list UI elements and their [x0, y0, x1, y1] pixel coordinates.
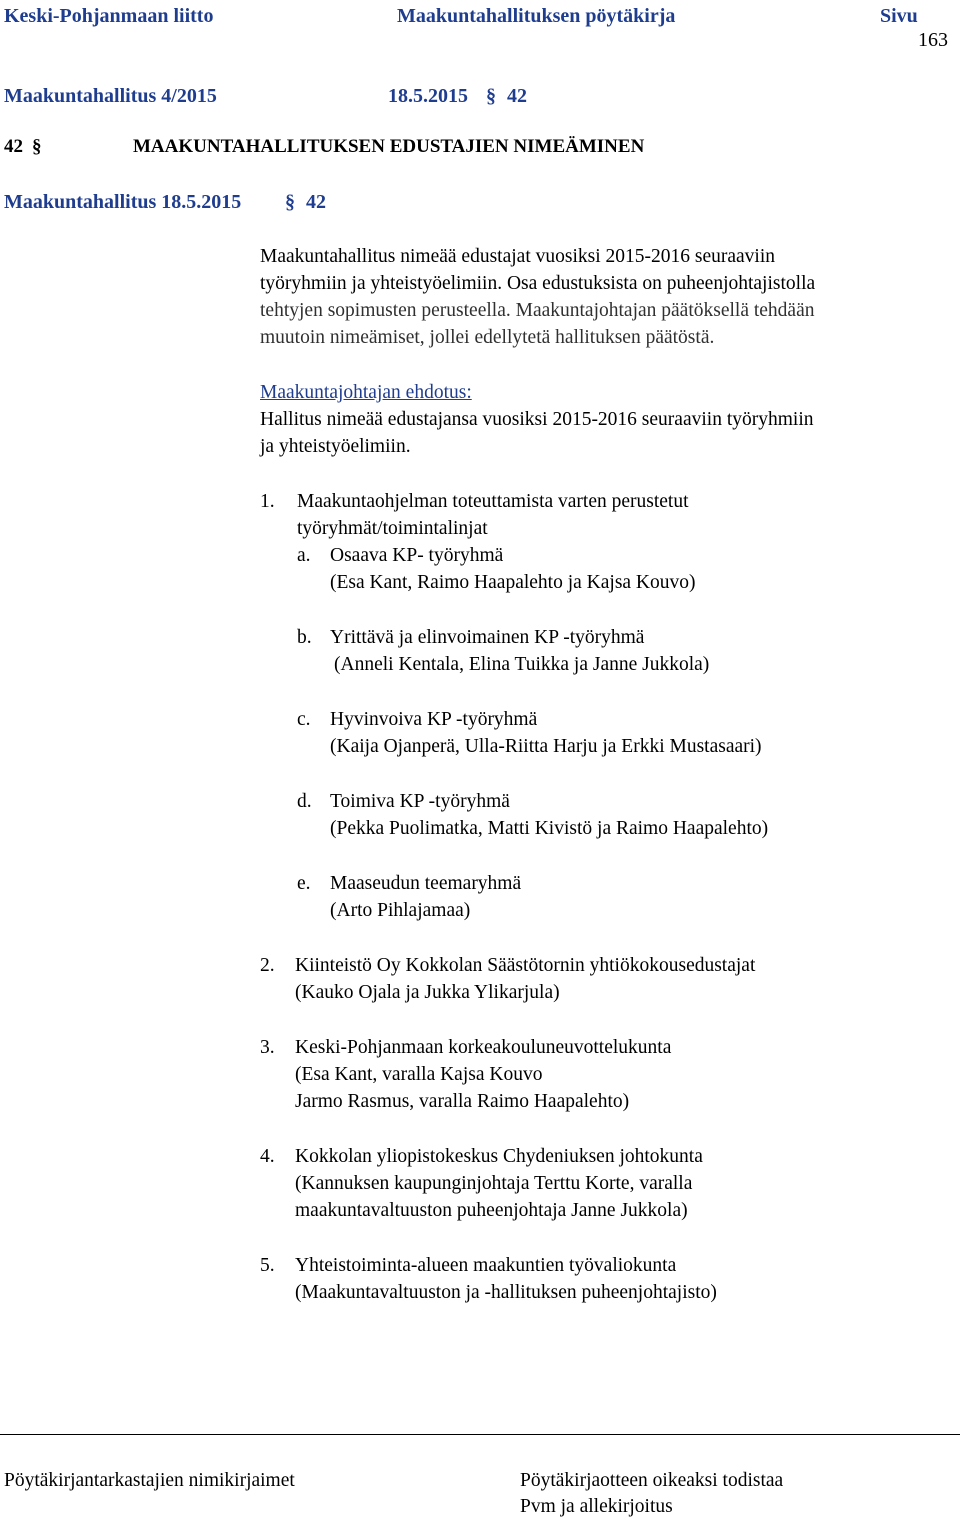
subitem-members: (Anneli Kentala, Elina Tuikka ja Janne Jukkola) [334, 654, 710, 675]
subitem-name: Maaseudun teemaryhmä [330, 873, 522, 894]
item-line: (Kauko Ojala ja Jukka Ylikarjula) [295, 982, 560, 1003]
subitem-name: Toimiva KP -työryhmä [330, 791, 510, 812]
meeting-date: 18.5.2015 [388, 85, 468, 107]
subitem-letter: a. [297, 545, 311, 566]
section-sign: § [486, 85, 496, 107]
item-line: (Esa Kant, varalla Kajsa Kouvo [295, 1064, 543, 1085]
item-line: Kiinteistö Oy Kokkolan Säästötornin yhtiökokousedustajat [295, 955, 756, 976]
item-number: 5. [260, 1255, 275, 1276]
subitem-letter: c. [297, 709, 311, 730]
footer-divider [0, 1434, 960, 1435]
footer-signature-label: Pvm ja allekirjoitus [520, 1496, 673, 1517]
item-number: 4. [260, 1146, 275, 1167]
subitem-name: Hyvinvoiva KP -työryhmä [330, 709, 538, 730]
page-label: Sivu [880, 5, 918, 27]
proposal-heading: Maakuntajohtajan ehdotus: [260, 382, 472, 403]
page-number: 163 [918, 29, 948, 51]
footer-initials-label: Pöytäkirjantarkastajien nimikirjaimet [4, 1470, 295, 1491]
proposal-line: ja yhteistyöelimiin. [260, 436, 411, 457]
item-line: Keski-Pohjanmaan korkeakouluneuvottelukunta [295, 1037, 672, 1058]
item-line: maakuntavaltuuston puheenjohtaja Janne Jukkola) [295, 1200, 688, 1221]
meeting-body: Maakuntahallitus 4/2015 [4, 85, 217, 107]
footer-certification-label: Pöytäkirjaotteen oikeaksi todistaa [520, 1470, 784, 1491]
subitem-name: Yrittävä ja elinvoimainen KP -työryhmä [330, 627, 645, 648]
intro-line: työryhmiin ja yhteistyöelimiin. Osa edustuksista on puheenjohtajistolla [260, 273, 816, 294]
subitem-members: (Esa Kant, Raimo Haapalehto ja Kajsa Kouvo) [330, 572, 696, 593]
intro-line: Maakuntahallitus nimeää edustajat vuosiksi 2015-2016 seuraaviin [260, 246, 776, 267]
subitem-name: Osaava KP- työryhmä [330, 545, 504, 566]
item-line: Yhteistoiminta-alueen maakuntien työvaliokunta [295, 1255, 677, 1276]
item-line: (Maakuntavaltuuston ja -hallituksen puheenjohtajisto) [295, 1282, 717, 1303]
item-number: 3. [260, 1037, 275, 1058]
subitem-members: (Kaija Ojanperä, Ulla-Riitta Harju ja Erkki Mustasaari) [330, 736, 762, 757]
handling-section-number: 42 [306, 191, 326, 213]
title-section-sign: § [32, 136, 42, 157]
section-number: 42 [507, 85, 527, 107]
item-line: Jarmo Rasmus, varalla Raimo Haapalehto) [295, 1091, 630, 1112]
item-line: (Kannuksen kaupunginjohtaja Terttu Korte, varalla [295, 1173, 693, 1194]
item-line: työryhmät/toimintalinjat [297, 518, 488, 539]
item-number: 2. [260, 955, 275, 976]
section-title: MAAKUNTAHALLITUKSEN EDUSTAJIEN NIMEÄMINEN [133, 136, 645, 157]
organization-name: Keski-Pohjanmaan liitto [4, 5, 214, 27]
subitem-members: (Pekka Puolimatka, Matti Kivistö ja Raimo Haapalehto) [330, 818, 769, 839]
item-line: Kokkolan yliopistokeskus Chydeniuksen johtokunta [295, 1146, 703, 1167]
subitem-members: (Arto Pihlajamaa) [330, 900, 471, 921]
title-section-number: 42 [4, 136, 23, 157]
subitem-letter: e. [297, 873, 311, 894]
handling-section-sign: § [285, 191, 295, 213]
intro-line: tehtyjen sopimusten perusteella. Maakuntajohtajan päätöksellä tehdään [260, 300, 815, 321]
intro-line: muutoin nimeämiset, jollei edellytetä hallituksen päätöstä. [260, 327, 715, 348]
subitem-letter: d. [297, 791, 312, 812]
proposal-line: Hallitus nimeää edustajansa vuosiksi 2015-2016 seuraaviin työryhmiin [260, 409, 814, 430]
item-number: 1. [260, 491, 275, 512]
item-line: Maakuntaohjelman toteuttamista varten perustetut [297, 491, 689, 512]
subitem-letter: b. [297, 627, 312, 648]
document-type: Maakuntahallituksen pöytäkirja [397, 5, 676, 27]
handling-text: Maakuntahallitus 18.5.2015 [4, 191, 242, 213]
